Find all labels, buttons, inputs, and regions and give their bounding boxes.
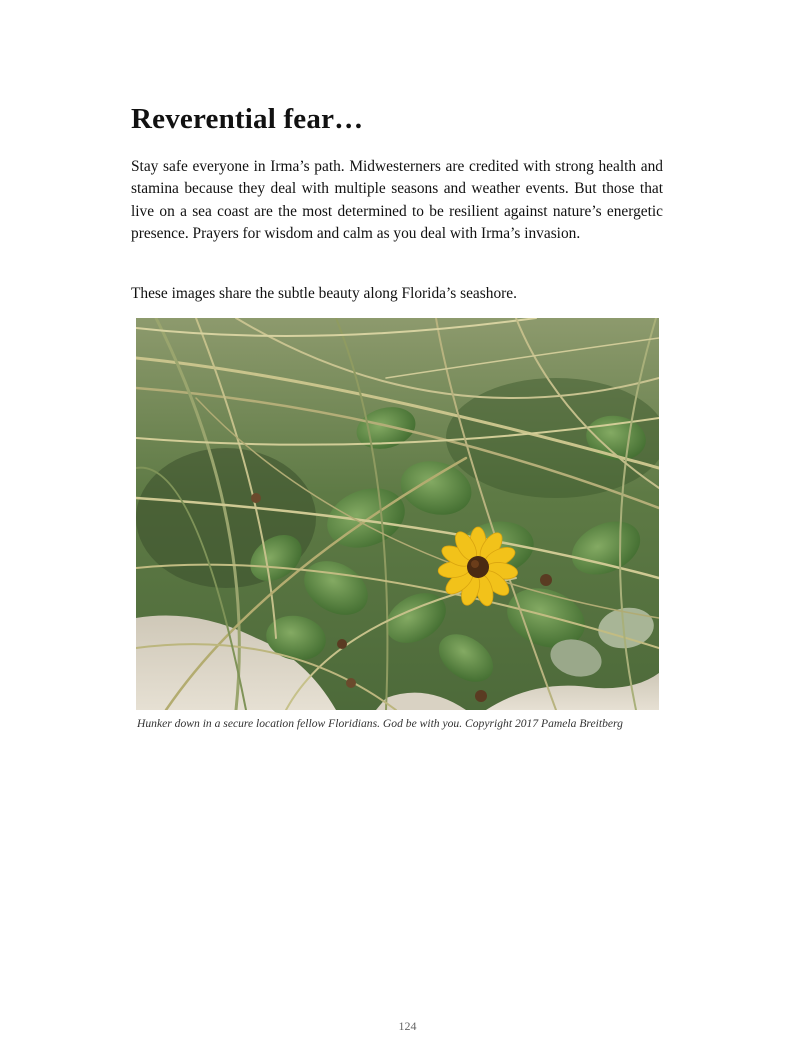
body-paragraph-2: These images share the subtle beauty along Florida’s seashore. <box>131 285 517 302</box>
seashore-flower-photo <box>136 318 659 710</box>
figure-caption: Hunker down in a secure location fellow Floridians. God be with you. Copyright 2017 Pamela Breitberg <box>137 717 623 730</box>
photo-illustration <box>136 318 659 710</box>
body-paragraph-1: Stay safe everyone in Irma’s path. Midwesterners are credited with strong health and stamina because they deal with multiple seasons and weather events. But those that live on a sea coast are the most determined to be resilient against nature’s energetic presence. Prayers for wisdom and calm as you deal with Irma’s invasion. <box>131 158 663 242</box>
page-number: 124 <box>398 1019 417 1033</box>
page-heading: Reverential fear… <box>131 103 364 135</box>
